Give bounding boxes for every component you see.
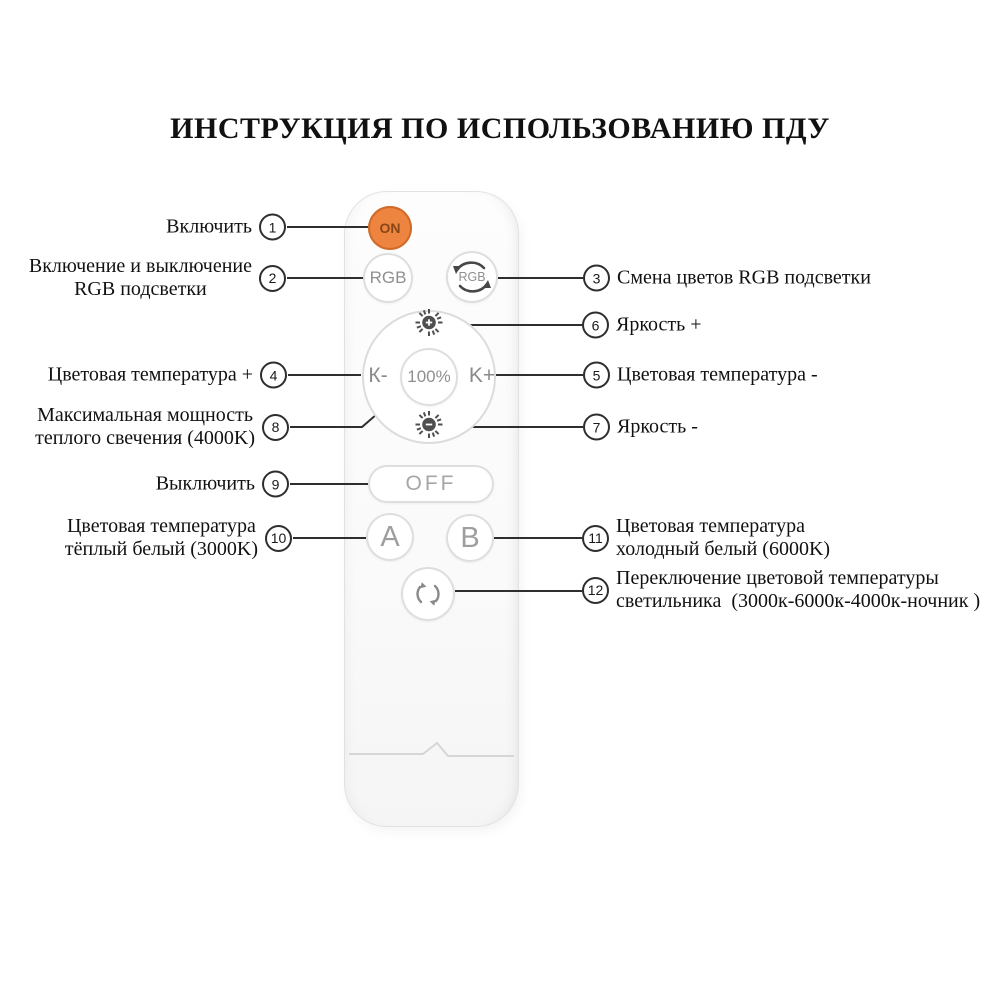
cycle-arrows-icon [413,579,443,609]
callout-power-off [156,471,289,498]
callout-number: 10 [265,525,292,552]
callout-temp-minus [583,362,818,389]
preset-b-button: B [446,514,494,562]
rgb-button: RGB [363,253,413,303]
preset-a-button: A [366,513,414,561]
brightness-up-icon [414,308,444,338]
brightness-down-key [414,410,444,445]
color-temp-minus-key: K+ [468,364,496,387]
rgb-color-cycle-button [446,251,498,303]
callout-label: Максимальная мощность теплого свечения (4000K) [35,404,255,449]
on-button: ON [368,206,412,250]
callout-brightness-up [582,312,702,339]
full-power-button: 100% [400,348,458,406]
callout-number: 12 [582,577,609,604]
rgb-cycle-arrows-icon [448,253,496,301]
callout-number: 3 [583,265,610,292]
callout-warm-white [65,515,292,561]
callout-max-warm-power [35,404,289,450]
brightness-up-key [414,308,444,343]
callout-number: 4 [260,362,287,389]
callout-temp-cycle [582,567,980,613]
callout-label: Включение и выключение RGB подсветки [28,255,252,300]
callout-label: Цветовая температура - [617,363,818,386]
callout-label: Цветовая температура холодный белый (6000K) [616,515,831,560]
callout-label: Смена цветов RGB подсветки [617,266,871,289]
callout-label: Переключение цветовой температуры светильника (3000к-6000к-4000к-ночник ) [616,567,981,612]
brightness-down-icon [414,410,444,440]
callout-label: Яркость - [617,415,698,438]
callout-number: 2 [259,265,286,292]
temperature-cycle-button [401,567,455,621]
callout-label: Яркость + [616,313,702,336]
callout-number: 8 [262,414,289,441]
callout-number: 11 [582,525,609,552]
callout-label: Цветовая температура тёплый белый (3000K) [64,515,258,560]
callout-number: 9 [262,471,289,498]
callout-power-on [166,214,286,241]
callout-temp-plus [48,362,287,389]
callout-rgb-color-change [583,265,871,292]
callout-cold-white [582,515,830,561]
page-title: ИНСТРУКЦИЯ ПО ИСПОЛЬЗОВАНИЮ ПДУ [170,112,830,145]
callout-number: 1 [259,214,286,241]
callout-brightness-down [583,414,698,441]
callout-label: Включить [166,215,252,238]
callout-number: 5 [583,362,610,389]
svg-text:RGB: RGB [458,270,486,284]
color-temp-plus-key: К- [368,364,388,387]
callout-label: Цветовая температура + [47,363,253,386]
off-button: OFF [368,465,494,503]
callout-number: 6 [582,312,609,339]
callout-number: 7 [583,414,610,441]
callout-label: Выключить [155,472,255,495]
callout-rgb-toggle [29,255,286,301]
